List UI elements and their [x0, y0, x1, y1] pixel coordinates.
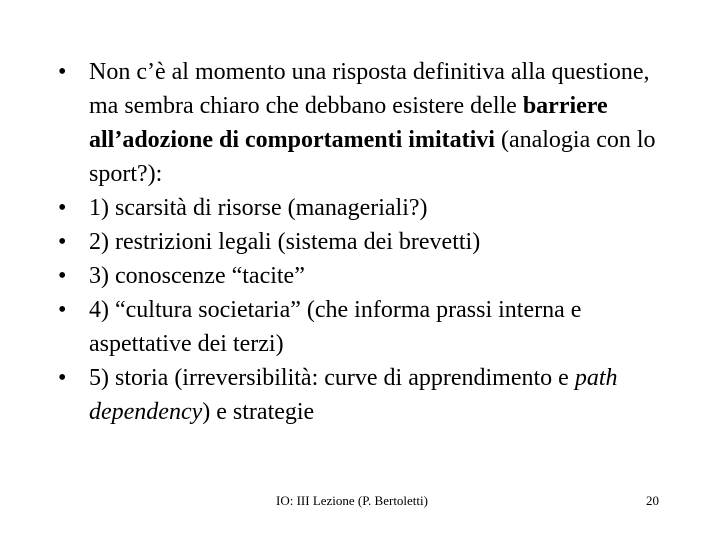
bullet-bold-text: barriere all’adozione di comportamenti imitativi [89, 93, 608, 153]
bullet-icon: • [58, 59, 67, 85]
bullet-icon: • [58, 297, 67, 323]
bullet-text-tail: ) e strategie [202, 399, 315, 425]
bullet-text: 5) storia (irreversibilità: curve di apprendimento e [89, 365, 575, 391]
bullet-icon: • [58, 195, 67, 221]
bullet-item-intro [56, 55, 666, 191]
bullet-item-5 [56, 361, 666, 429]
bullet-item-3 [56, 259, 666, 293]
bullet-item-2 [56, 225, 666, 259]
bullet-text: 3) conoscenze “tacite” [89, 263, 305, 289]
bullet-text: 1) scarsità di risorse (manageriali?) [89, 195, 428, 221]
bullet-text: 2) restrizioni legali (sistema dei brevetti) [89, 229, 481, 255]
slide-body [56, 55, 666, 429]
bullet-icon: • [58, 229, 67, 255]
bullet-text: 4) “cultura societaria” (che informa prassi interna e aspettative dei terzi) [89, 297, 582, 357]
page-number: 20 [646, 493, 659, 508]
footer-text: IO: III Lezione (P. Bertoletti) [276, 493, 428, 508]
bullet-text: Non c’è al momento una risposta definitiva alla questione, ma sembra chiaro che debbano esistere delle [89, 59, 650, 119]
bullet-icon: • [58, 365, 67, 391]
bullet-item-1 [56, 191, 666, 225]
bullet-item-4 [56, 293, 666, 361]
bullet-text-tail: (analogia con lo sport?): [89, 127, 656, 187]
bullet-icon: • [58, 263, 67, 289]
bullet-italic-text: path dependency [89, 365, 618, 425]
